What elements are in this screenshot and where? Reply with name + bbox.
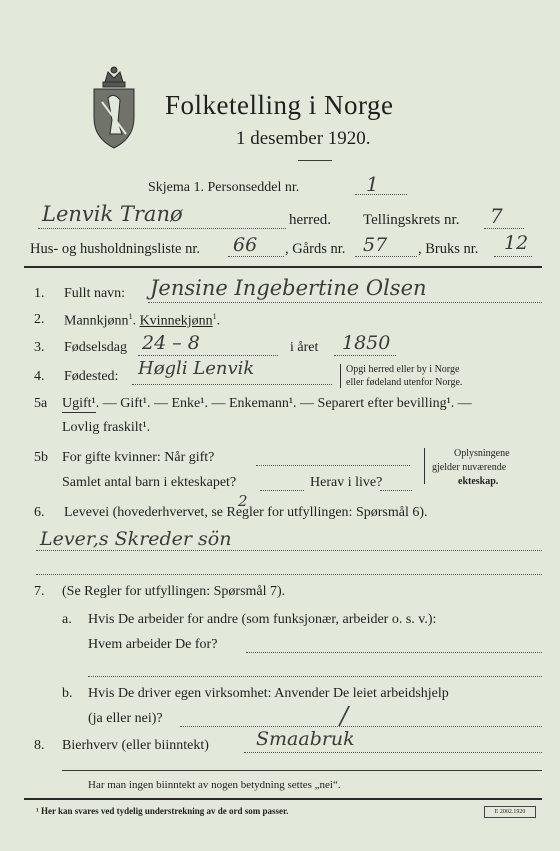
birthplace-note-2: eller fødeland utenfor Norge. <box>346 377 463 388</box>
hus-number: 66 <box>233 234 258 256</box>
q7a-employer-label: Hvem arbeider De for? <box>88 637 218 652</box>
employer-line-2 <box>88 676 542 677</box>
gards-field-line <box>355 256 417 257</box>
footnote: ¹ Her kan svares ved tydelig understrekning av de ord som passer. <box>36 806 289 816</box>
q7a-letter: a. <box>62 612 72 627</box>
birthday-label: Fødselsdag <box>64 340 127 355</box>
children-alive-label: Herav i live? <box>310 475 383 490</box>
q3-number: 3. <box>34 340 45 355</box>
occupation-line-2 <box>36 574 542 575</box>
form-title: Folketelling i Norge <box>165 90 394 120</box>
tellingskrets-number: 7 <box>490 204 503 228</box>
q1-number: 1. <box>34 286 45 301</box>
birthplace-label: Fødested: <box>64 369 119 384</box>
bruks-label: , Bruks nr. <box>418 241 479 257</box>
gards-number: 57 <box>363 234 388 256</box>
hus-label: Hus- og husholdningsliste nr. <box>30 241 200 257</box>
ugift-underline <box>62 412 96 413</box>
side-income-value: Smaabruk <box>256 728 355 750</box>
title-divider <box>298 160 332 161</box>
female-option: Kvinnekjønn <box>139 313 213 329</box>
birthday-line <box>138 355 278 356</box>
bruks-field-line <box>494 256 532 257</box>
marital-status-divorced: Lovlig fraskilt¹. <box>62 420 151 435</box>
coat-of-arms-icon <box>88 62 140 150</box>
marriage-note-2: gjelder nuværende <box>432 462 507 473</box>
birth-year-value: 1850 <box>342 332 391 354</box>
q7-number: 7. <box>34 584 45 599</box>
side-income-note: Har man ingen biinntekt av nogen betydning settes „nei“. <box>88 779 341 791</box>
full-name-value: Jensine Ingebertine Olsen <box>150 276 427 300</box>
q7b-letter: b. <box>62 686 73 701</box>
tellingskrets-field-line <box>484 228 524 229</box>
q2-number: 2. <box>34 312 45 327</box>
children-alive-line <box>380 490 412 491</box>
printer-stamp: E 2002.1920 <box>484 806 536 818</box>
birth-year-line <box>334 355 396 356</box>
bottom-rule <box>24 798 542 800</box>
marital-status-options: Ugift¹. — Gift¹. — Enke¹. — Enkemann¹. — Separert efter bevilling¹. — <box>62 396 472 411</box>
herred-name: Lenvik Tranø <box>42 202 183 226</box>
birthplace-value: Høgli Lenvik <box>138 358 255 379</box>
herred-label: herred. <box>289 212 332 228</box>
herred-field-line <box>38 228 286 229</box>
male-option: Mannkjønn <box>64 313 129 329</box>
q7a-question: Hvis De arbeider for andre (som funksjonær, arbeider o. s. v.): <box>88 612 437 627</box>
occupation-line-1 <box>36 550 542 551</box>
birthplace-note-bracket <box>340 364 342 388</box>
personseddel-field-line <box>355 194 407 195</box>
q7-label: (Se Regler for utfyllingen: Spørsmål 7). <box>62 584 286 599</box>
q7b-answer-value: / <box>340 702 349 730</box>
marriage-note-3: ekteskap. <box>458 476 499 487</box>
q4-number: 4. <box>34 369 45 384</box>
bruks-number: 12 <box>504 232 529 254</box>
full-name-line <box>148 302 542 303</box>
gards-label: , Gårds nr. <box>285 241 346 257</box>
children-total-label: Samlet antal barn i ekteskapet? <box>62 475 237 490</box>
children-total-line <box>260 490 304 491</box>
birthday-value: 24 – 8 <box>142 332 200 354</box>
personseddel-number: 1 <box>366 172 379 196</box>
tellingskrets-label: Tellingskrets nr. <box>363 212 460 228</box>
occupation-label: Levevei (hovederhvervet, se Regler for utfyllingen: Spørsmål 6). <box>64 505 428 520</box>
sex-options: Mannkjønn$^1$. Kvinnekjønn$^1$. <box>64 312 221 329</box>
census-date: 1 desember 1920. <box>236 128 371 149</box>
q5a-number: 5a <box>34 396 48 411</box>
birthplace-note-1: Opgi herred eller by i Norge <box>346 364 460 375</box>
married-when-line <box>256 465 410 466</box>
schema-label: Skjema 1. Personseddel nr. <box>148 180 300 195</box>
header-rule <box>24 266 542 268</box>
q7b-answer-line <box>180 726 542 727</box>
birthplace-line <box>132 384 332 385</box>
occupation-mark: 2 <box>238 492 248 510</box>
q7b-yes-no-label: (ja eller nei)? <box>88 711 163 726</box>
q5b-number: 5b <box>34 450 48 465</box>
q6-number: 6. <box>34 505 45 520</box>
year-label: i året <box>290 340 319 355</box>
side-income-label: Bierhverv (eller biinntekt) <box>62 738 209 753</box>
married-when-label: For gifte kvinner: Når gift? <box>62 450 215 465</box>
side-income-line <box>244 752 542 753</box>
q8-number: 8. <box>34 738 45 753</box>
employer-line-1 <box>246 652 542 653</box>
footer-rule <box>62 770 542 771</box>
occupation-value: Lever,s Skreder sön <box>40 528 232 550</box>
q7b-question: Hvis De driver egen virksomhet: Anvender De leiet arbeidshjelp <box>88 686 449 701</box>
hus-field-line <box>228 256 284 257</box>
full-name-label: Fullt navn: <box>64 286 126 301</box>
marriage-note-1: Oplysningene <box>454 448 510 459</box>
marriage-note-bracket <box>424 448 426 484</box>
